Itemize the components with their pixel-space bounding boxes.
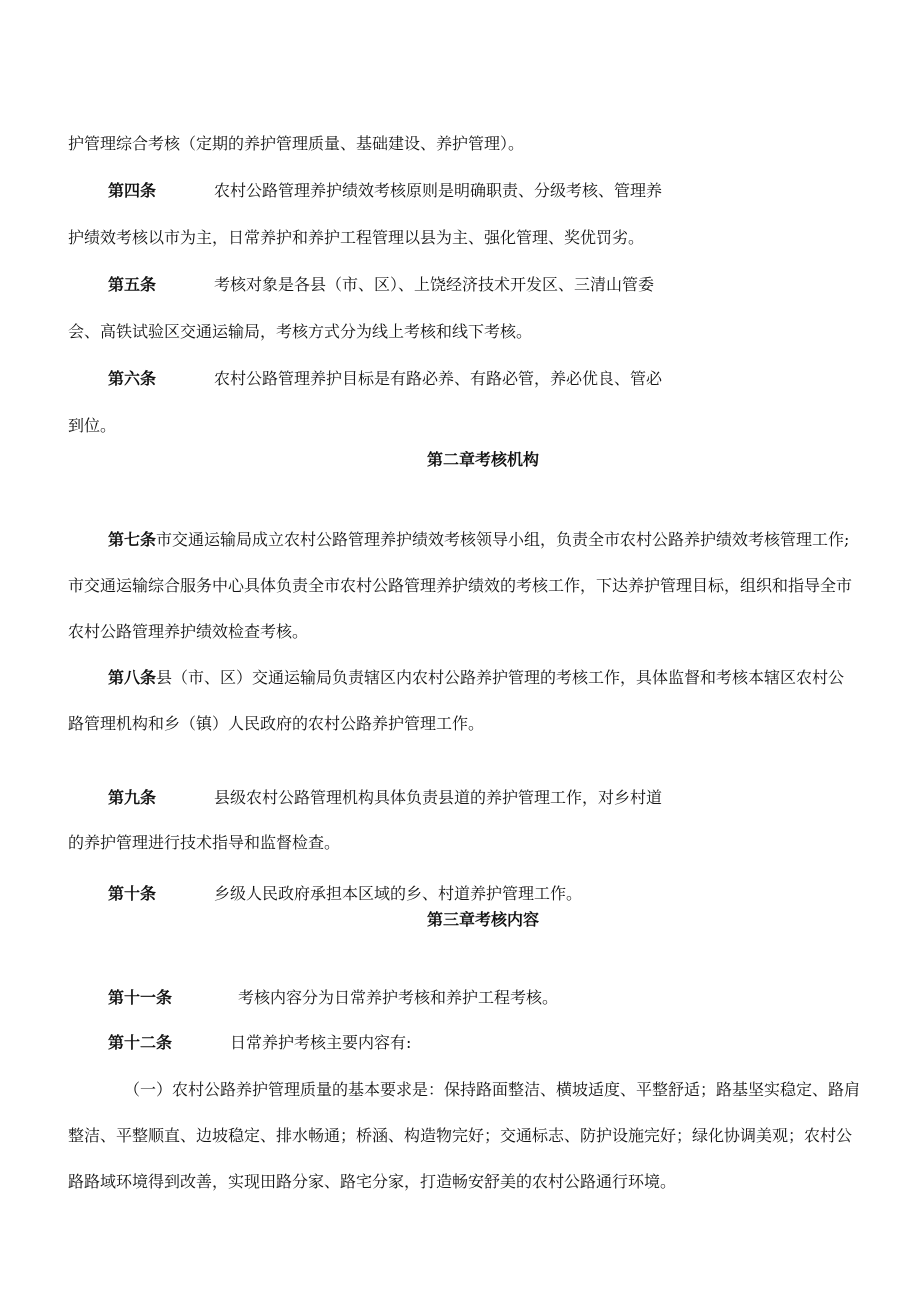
text-line: 整洁、平整顺直、边坡稳定、排水畅通；桥涵、构造物完好；交通标志、防护设施完好；绿化协调美观；农村公 [68, 1126, 853, 1145]
article-title: 第十二条 [108, 1033, 173, 1052]
article-7 [108, 530, 849, 550]
article-text: 考核内容分为日常养护考核和养护工程考核。 [238, 988, 559, 1007]
article-text: 农村公路管理养护绩效考核原则是明确职责、分级考核、管理养 [214, 181, 663, 200]
article-text: 农村公路管理养护目标是有路必养、有路必管，养必优良、管必 [214, 369, 663, 388]
article-title: 第六条 [108, 369, 157, 388]
article-12 [108, 1033, 411, 1053]
text-line: 到位。 [68, 416, 117, 435]
article-title: 第五条 [108, 275, 157, 294]
article-title: 第十条 [108, 884, 157, 903]
text-line: （一）农村公路养护管理质量的基本要求是：保持路面整洁、横坡适度、平整舒适；路基坚实稳定、路肩 [124, 1080, 861, 1099]
article-title: 第九条 [108, 788, 157, 807]
article-5 [108, 275, 654, 295]
article-text: 乡级人民政府承担本区域的乡、村道养护管理工作。 [214, 884, 583, 903]
text-line: 会、高铁试验区交通运输局，考核方式分为线上考核和线下考核。 [68, 322, 533, 341]
text-line: 路管理机构和乡（镇）人民政府的农村公路养护管理工作。 [68, 714, 485, 733]
chapter-heading: 第三章考核内容 [426, 910, 539, 929]
article-text: 县（市、区）交通运输局负责辖区内农村公路养护管理的考核工作，具体监督和考核本辖区农村公 [156, 668, 845, 687]
article-text: 市交通运输局成立农村公路管理养护绩效考核领导小组，负责全市农村公路养护绩效考核管理工作; [156, 530, 850, 549]
text-line: 路路域环境得到改善，实现田路分家、路宅分家，打造畅安舒美的农村公路通行环境。 [68, 1172, 677, 1191]
article-title: 第十一条 [108, 988, 173, 1007]
article-text: 县级农村公路管理机构具体负责县道的养护管理工作，对乡村道 [214, 788, 663, 807]
article-11 [108, 988, 558, 1008]
article-10 [108, 884, 582, 904]
article-8 [108, 668, 844, 688]
text-line: 护绩效考核以市为主，日常养护和养护工程管理以县为主、强化管理、奖优罚劣。 [68, 228, 645, 247]
text-line: 农村公路管理养护绩效检查考核。 [68, 622, 309, 641]
article-title: 第七条 [108, 530, 157, 549]
article-title: 第八条 [108, 668, 157, 687]
article-text: 日常养护考核主要内容有: [230, 1033, 412, 1052]
article-4 [108, 181, 662, 201]
article-6 [108, 369, 662, 389]
text-line: 的养护管理进行技术指导和监督检查。 [68, 833, 341, 852]
article-text: 考核对象是各县（市、区）、上饶经济技术开发区、三清山管委 [214, 275, 655, 294]
text-line: 护管理综合考核（定期的养护管理质量、基础建设、养护管理）。 [68, 134, 525, 153]
article-title: 第四条 [108, 181, 157, 200]
chapter-heading: 第二章考核机构 [426, 450, 539, 469]
text-line: 市交通运输综合服务中心具体负责全市农村公路管理养护绩效的考核工作，下达养护管理目标，组织和指导全市 [68, 576, 853, 595]
article-9 [108, 788, 662, 808]
